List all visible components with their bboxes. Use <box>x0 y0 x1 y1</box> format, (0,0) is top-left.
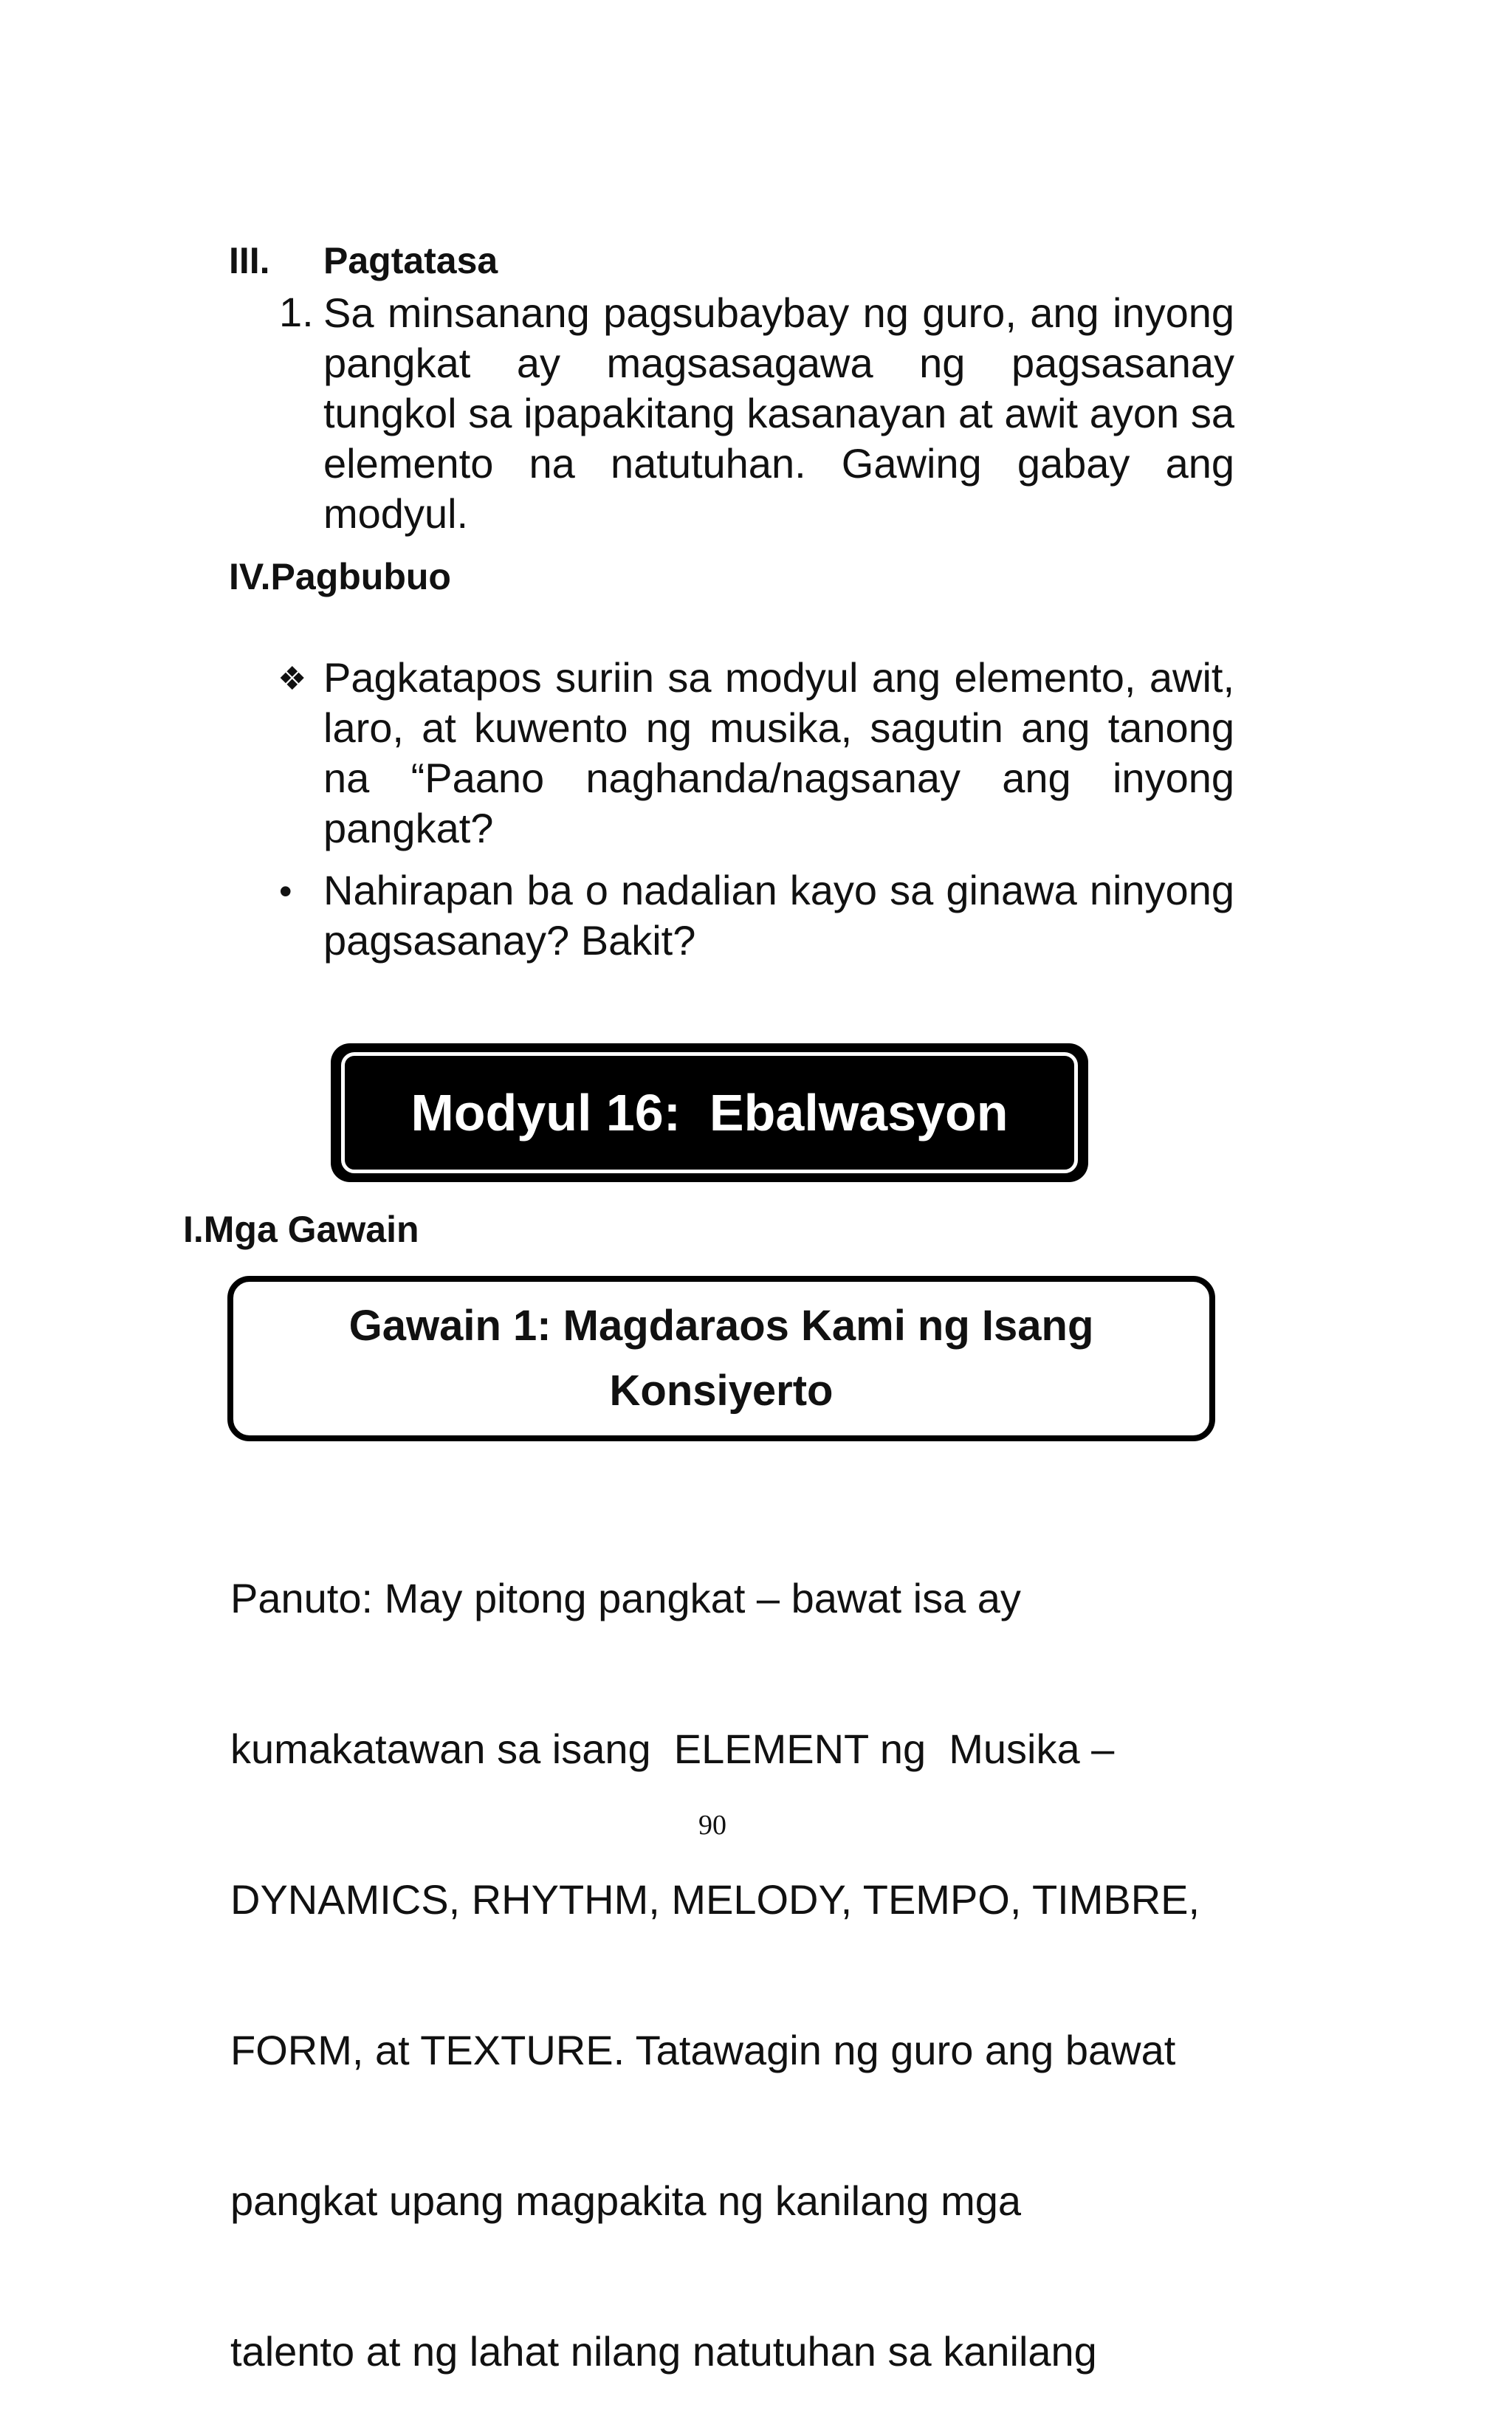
instructions-line: kumakatawan sa isang ELEMENT ng Musika – <box>230 1726 1115 1772</box>
section-3-numeral: III. <box>229 240 270 281</box>
section-3-title: Pagtatasa <box>323 240 498 281</box>
instructions-line: Panuto: May pitong pangkat – bawat isa ay <box>230 1575 1021 1621</box>
instructions-line: DYNAMICS, RHYTHM, MELODY, TEMPO, TIMBRE, <box>230 1876 1200 1923</box>
instructions-line: pangkat upang magpakita ng kanilang mga <box>230 2177 1021 2224</box>
activity-title-box <box>227 1276 1215 1441</box>
section-1-title: I.Mga Gawain <box>183 1209 419 1250</box>
activity-title-line-1: Gawain 1: Magdaraos Kami ng Isang <box>348 1302 1094 1350</box>
bullet-item-text: Nahirapan ba o nadalian kayo sa ginawa ninyong pagsasanay? Bakit? <box>323 867 1234 964</box>
module-banner <box>331 1043 1088 1182</box>
module-title: Modyul 16: Ebalwasyon <box>410 1084 1008 1142</box>
bullet-item-text: Pagkatapos suriin sa modyul ang elemento, awit, laro, at kuwento ng musika, sagutin ang tanong na “Paano naghanda/nagsanay ang inyong pangkat? <box>323 654 1234 851</box>
assessment-item-text: Sa minsanang pagsubaybay ng guro, ang inyong pangkat ay magsasagawa ng pagsasanay tungkol sa ipapakitang kasanayan at awit ayon sa elemento na natutuhan. Gawing gabay ang modyul. <box>323 289 1234 537</box>
diamond-bullet-icon: ❖ <box>278 661 307 697</box>
instructions-line: talento at ng lahat nilang natutuhan sa kanilang <box>230 2328 1097 2375</box>
dot-bullet-icon: • <box>279 871 292 912</box>
instructions-line: FORM, at TEXTURE. Tatawagin ng guro ang bawat <box>230 2027 1176 2073</box>
page-number: 90 <box>698 1810 726 1841</box>
list-item-number: 1. <box>279 289 314 335</box>
instructions-paragraph <box>230 1473 1242 2427</box>
activity-title-line-2: Konsiyerto <box>609 1367 834 1415</box>
section-4-title: IV.Pagbubuo <box>229 556 451 597</box>
